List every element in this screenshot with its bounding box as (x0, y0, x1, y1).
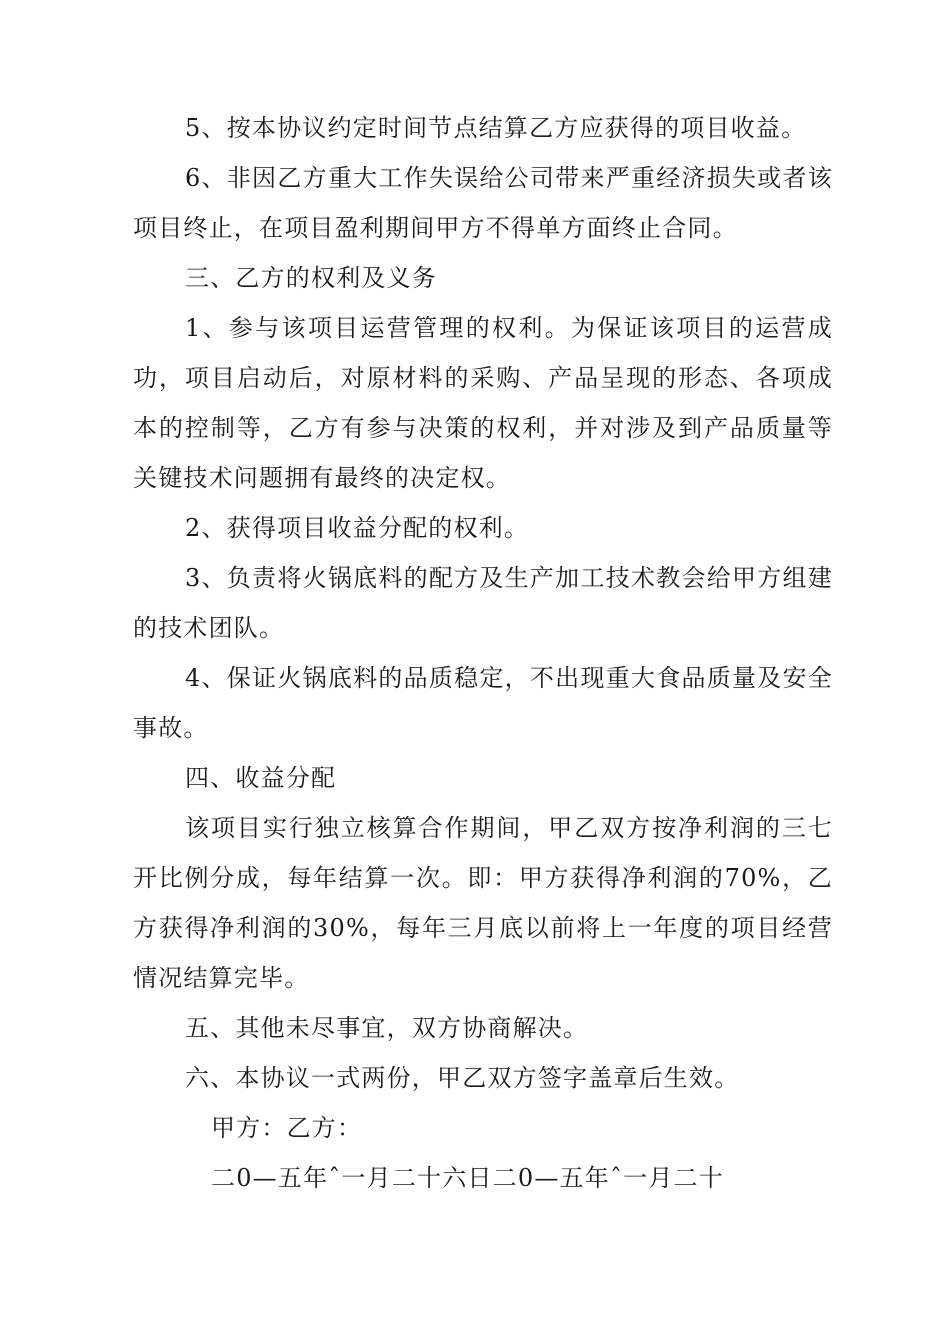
document-body (133, 103, 833, 1203)
paragraph-profit-sharing: 该项目实行独立核算合作期间，甲乙双方按净利润的三七开比例分成，每年结算一次。即：甲方获得净利润的70%，乙方获得净利润的30%，每年三月底以前将上一年度的项目经营情况结算完毕。 (133, 814, 833, 992)
section-heading-profit-sharing: 四、收益分配 (185, 764, 337, 792)
paragraph-party-b-2: 2、获得项目收益分配的权利。 (185, 514, 530, 542)
section-heading-other-matters: 五、其他未尽事宜，双方协商解决。 (185, 1014, 589, 1042)
signature-dates: 二0—五年ˆ一月二十六日二0—五年ˆ一月二十 (211, 1164, 724, 1192)
paragraph-party-b-1: 1、参与该项目运营管理的权利。为保证该项目的运营成功，项目启动后，对原材料的采购、产品呈现的形态、各项成本的控制等，乙方有参与决策的权利，并对涉及到产品质量等关键技术问题拥有最终的决定权。 (133, 314, 833, 492)
signature-parties: 甲方：乙方： (211, 1114, 363, 1142)
section-heading-party-b-rights: 三、乙方的权利及义务 (185, 264, 437, 292)
paragraph-party-b-3: 3、负责将火锅底料的配方及生产加工技术教会给甲方组建的技术团队。 (133, 564, 833, 642)
paragraph-clause-6: 6、非因乙方重大工作失误给公司带来严重经济损失或者该项目终止，在项目盈利期间甲方不得单方面终止合同。 (133, 164, 833, 242)
paragraph-party-b-4: 4、保证火锅底料的品质稳定，不出现重大食品质量及安全事故。 (133, 664, 833, 742)
paragraph-clause-5: 5、按本协议约定时间节点结算乙方应获得的项目收益。 (185, 114, 807, 142)
section-heading-copies: 六、本协议一式两份，甲乙双方签字盖章后生效。 (185, 1064, 740, 1092)
